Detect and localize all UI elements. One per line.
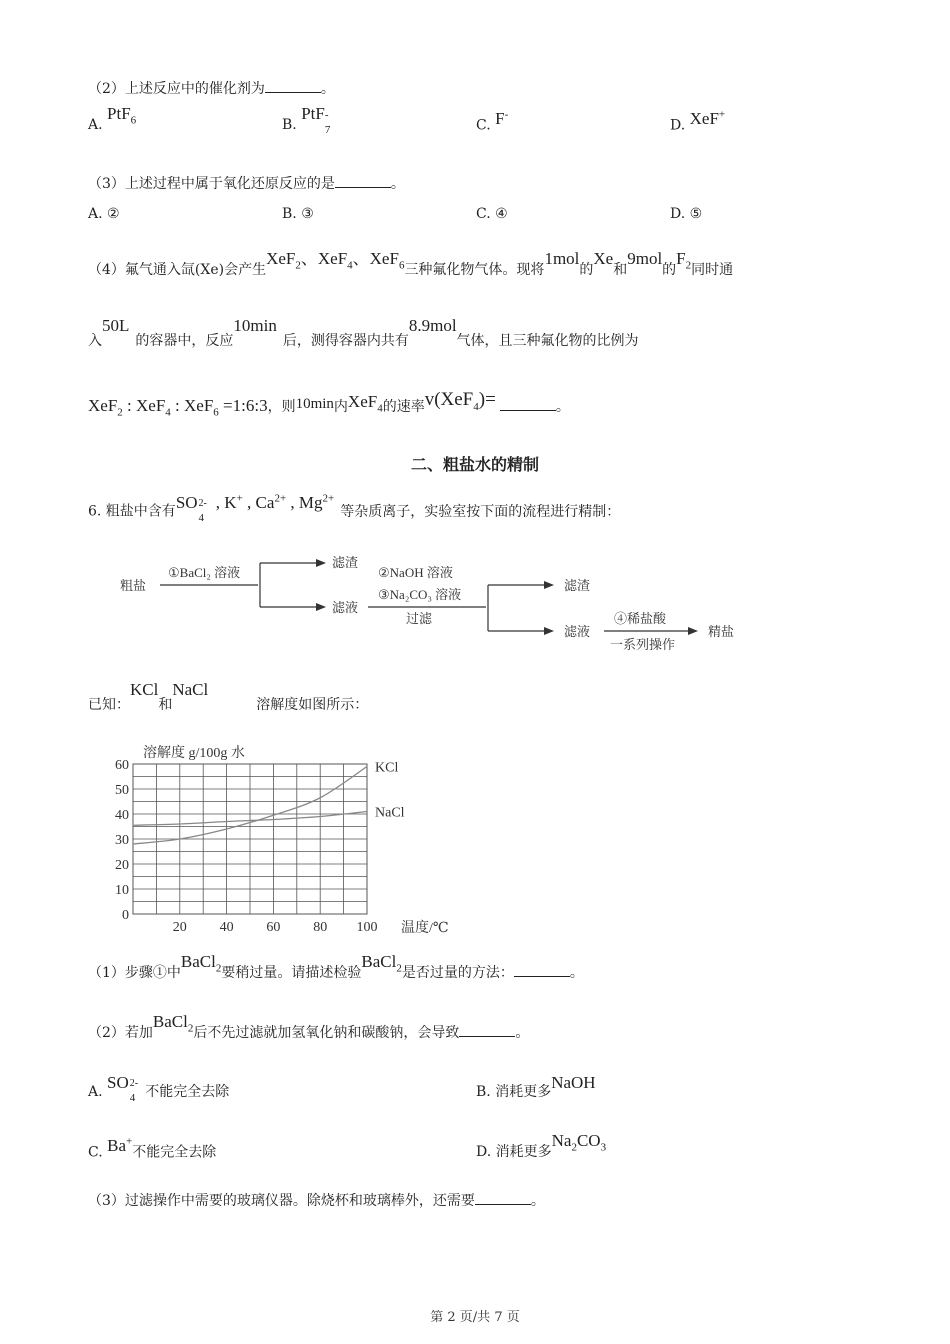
- option-c: [476, 206, 508, 222]
- option-b: [282, 104, 333, 136]
- text: 6. 粗盐中含有: [88, 503, 176, 520]
- formula-sub: 2: [215, 962, 222, 975]
- formula-base: PtF: [107, 104, 131, 123]
- formula: [180, 952, 222, 975]
- text: （3）过滤操作中需要的玻璃仪器。除烧杯和玻璃棒外，还需要: [88, 1193, 475, 1209]
- known-line: [88, 680, 369, 714]
- formula-sup: 2-: [129, 1078, 139, 1089]
- formula-base: XeF: [347, 392, 378, 411]
- text: 已知：: [88, 697, 130, 713]
- formula: [347, 392, 383, 415]
- formula-base: , Mg: [286, 492, 323, 512]
- formula-base: XeF: [266, 249, 296, 268]
- formula-sub: 6: [130, 114, 137, 127]
- option-formula: [107, 1136, 132, 1155]
- end-punct: 。: [390, 176, 405, 192]
- option-text: ⑤: [689, 206, 703, 222]
- formula-sup: +: [718, 108, 726, 120]
- arrow-head: [316, 559, 326, 567]
- text: 同时通: [691, 262, 734, 278]
- answer-blank: [475, 1192, 531, 1205]
- text: （1）步骤①中: [88, 965, 181, 981]
- option-formula: [495, 109, 508, 128]
- text: 要稍过量。请描述检验: [221, 965, 362, 981]
- y-tick-label: 60: [115, 758, 129, 773]
- formula-sub: 6: [398, 259, 405, 272]
- option-letter: A.: [88, 1084, 103, 1100]
- option-c: [476, 108, 509, 135]
- question-5-2-stem: [88, 78, 335, 98]
- text: ，则: [267, 399, 296, 415]
- formula: [676, 249, 692, 272]
- flow-diagram: [110, 545, 760, 655]
- formula-base: PtF: [301, 104, 325, 123]
- option-text: ②: [107, 206, 120, 222]
- chart-ticks: [115, 758, 378, 935]
- flow-product: 精盐: [708, 624, 735, 639]
- option-letter: B.: [282, 117, 297, 133]
- text: 等杂质离子，实验室按下面的流程进行精制：: [340, 503, 621, 520]
- formula-base: BaCl: [152, 1012, 188, 1031]
- option-d: [476, 1131, 607, 1163]
- formula-sup: 2+: [274, 492, 287, 504]
- option-text: 不能完全去除: [132, 1144, 217, 1161]
- x-tick-label: 40: [219, 920, 234, 935]
- arrow-head: [544, 581, 554, 589]
- text: 气体，且三种氟化物的比例为: [456, 333, 639, 349]
- x-tick-label: 20: [172, 920, 187, 935]
- option-letter: B.: [282, 206, 297, 222]
- option-letter: D. 消耗更多: [476, 1144, 552, 1160]
- option-formula: [551, 1131, 607, 1154]
- answer-blank: [335, 175, 391, 188]
- flow-step-2: ②NaOH 溶液: [378, 565, 453, 580]
- option-a: [88, 206, 120, 222]
- formula-sup: 2-: [198, 497, 207, 509]
- formula-sub: 4: [377, 402, 383, 415]
- option-text: ④: [495, 206, 508, 222]
- end-punct: 。: [515, 1025, 530, 1041]
- end-punct: 。: [530, 1193, 545, 1209]
- ion-list: [175, 492, 335, 524]
- formula-base: XeF: [689, 108, 719, 128]
- formula-base: =1:6:3: [218, 396, 268, 415]
- formula-base: Ba: [107, 1135, 127, 1155]
- separator: 、: [352, 249, 370, 268]
- y-tick-label: 30: [115, 833, 129, 848]
- solubility-chart: [105, 738, 475, 938]
- flow-filtrate-1: 滤液: [332, 600, 359, 615]
- y-tick-label: 20: [115, 858, 129, 873]
- formula-base: F: [495, 108, 505, 128]
- flow-step-4: ④稀盐酸: [614, 611, 667, 626]
- formula-sup: +: [236, 492, 243, 504]
- section-title: 二、粗盐水的精制: [410, 455, 539, 474]
- text: 后，测得容器内共有: [282, 333, 409, 349]
- flow-residue-1: 滤渣: [332, 555, 359, 570]
- question-5-4-line-1: [88, 249, 734, 281]
- formula-sub: 6: [213, 406, 219, 419]
- value: 8.9mol: [408, 316, 457, 335]
- value: 50L: [102, 316, 130, 335]
- option-c: [88, 1135, 217, 1162]
- formula: NaCl: [172, 680, 209, 699]
- option-text: 不能完全去除: [140, 1084, 230, 1100]
- formula-base: v: [424, 389, 435, 410]
- formula-base: SO: [175, 492, 198, 512]
- x-tick-label: 60: [266, 920, 281, 935]
- formula-sup: -: [324, 109, 329, 121]
- formula: [266, 249, 405, 272]
- question-5-3-stem: [88, 173, 405, 193]
- value: 1mol: [544, 249, 580, 268]
- formula-sub: 2: [685, 259, 692, 272]
- text: 三种氟化物气体。现将: [404, 262, 545, 278]
- chart-grid: [133, 764, 367, 914]
- text: 的速率: [382, 399, 425, 415]
- chart-title: 溶解度 g/100g 水: [143, 746, 245, 761]
- option-letter: B. 消耗更多: [476, 1084, 552, 1100]
- formula-base: XeF: [369, 249, 399, 268]
- formula-base: XeF: [317, 249, 348, 268]
- formula-base: , Ca: [242, 492, 275, 512]
- formula-sub: 4: [347, 259, 353, 272]
- formula-base: SO: [107, 1073, 129, 1092]
- page-footer: 第 2 页/共 7 页: [430, 1310, 520, 1325]
- series-label-nacl: NaCl: [375, 805, 405, 821]
- option-formula: [107, 1073, 141, 1104]
- option-d: [670, 108, 726, 135]
- option-a: [88, 1073, 230, 1104]
- formula-base: : XeF: [170, 396, 214, 415]
- formula-sub: 2: [295, 259, 301, 272]
- separator: 、: [300, 249, 318, 268]
- formula-sub: 3: [600, 1141, 607, 1154]
- flow-filtrate-2: 滤液: [564, 624, 591, 639]
- flow-start: 粗盐: [120, 578, 147, 593]
- text: 是否过量的方法：: [401, 965, 514, 981]
- formula-sub: 2: [571, 1141, 577, 1154]
- option-b: [476, 1073, 596, 1101]
- formula-base: , K: [211, 492, 237, 512]
- text: 的容器中，反应: [135, 333, 234, 349]
- arrow-head: [316, 603, 326, 611]
- chart-lines: [133, 761, 405, 845]
- text: 内: [333, 399, 348, 415]
- flow-step-1: ①BaCl₂ 溶液: [168, 565, 241, 580]
- formula-base: (XeF: [434, 389, 474, 410]
- option-a: [88, 104, 137, 136]
- arrow-head: [688, 627, 698, 635]
- end-punct: 。: [320, 81, 335, 97]
- stem-text: （2）上述反应中的催化剂为: [88, 81, 265, 97]
- option-formula: [301, 104, 333, 136]
- answer-blank: [500, 398, 556, 411]
- option-letter: C.: [476, 117, 491, 134]
- value: 9mol: [627, 249, 663, 268]
- formula-sub: 7: [324, 124, 331, 136]
- answer-blank: [459, 1024, 515, 1037]
- end-punct: 。: [555, 399, 570, 415]
- question-6-2: [88, 1012, 530, 1044]
- option-d: [670, 206, 702, 222]
- answer-blank: [514, 964, 570, 977]
- text: 后不先过滤就加氢氧化钠和碳酸钠，会导致: [193, 1025, 460, 1041]
- formula-sub: 2: [396, 962, 402, 975]
- end-punct: 。: [569, 965, 584, 981]
- option-letter: D.: [670, 117, 686, 134]
- question-6-1: [88, 952, 584, 984]
- text: （4）氟气通入氙(Xe)会产生: [88, 262, 267, 278]
- formula-sup: -: [504, 108, 509, 120]
- value: 10min: [295, 396, 334, 412]
- formula-sup: +: [126, 1135, 133, 1147]
- question-6-stem: [88, 492, 621, 524]
- formula-sub: 2: [187, 1022, 194, 1035]
- flow-filter: 过滤: [406, 611, 433, 626]
- formula-base: F: [676, 249, 686, 268]
- question-6-3: [88, 1190, 545, 1210]
- value: Xe: [593, 249, 614, 268]
- y-tick-label: 40: [115, 808, 129, 823]
- option-letter: A.: [88, 117, 103, 133]
- formula-sub: 2: [117, 406, 123, 419]
- flow-step-3: ③Na₂CO₃ 溶液: [378, 587, 462, 602]
- text: 的: [662, 262, 677, 278]
- rate-expression: [424, 389, 496, 413]
- formula-base: : XeF: [122, 396, 166, 415]
- x-axis-label: 温度/℃: [401, 921, 449, 936]
- value: 10min: [233, 316, 277, 335]
- formula-sub: 4: [473, 400, 479, 413]
- text: （2）若加: [88, 1025, 153, 1041]
- text: 溶解度如图所示：: [256, 697, 369, 713]
- series-label-kcl: KCl: [375, 760, 399, 776]
- formula: KCl: [130, 680, 159, 699]
- option-formula: NaOH: [551, 1073, 596, 1092]
- y-tick-label: 0: [122, 908, 129, 923]
- option-letter: C.: [88, 1144, 103, 1161]
- formula-base: BaCl: [180, 952, 216, 971]
- x-tick-label: 80: [313, 920, 328, 935]
- text: 和: [613, 262, 628, 278]
- flow-residue-2: 滤渣: [564, 578, 591, 593]
- option-letter: A.: [88, 206, 103, 222]
- x-tick-label: 100: [356, 920, 378, 935]
- formula: [152, 1012, 194, 1035]
- text: 入: [88, 333, 102, 349]
- option-formula: [107, 104, 137, 127]
- stem-text: （3）上述过程中属于氧化还原反应的是: [88, 176, 335, 192]
- formula-base: XeF: [88, 396, 118, 415]
- option-letter: C.: [476, 206, 491, 222]
- y-tick-label: 50: [115, 783, 129, 798]
- formula-sub: 4: [165, 406, 171, 419]
- formula-base: )=: [478, 389, 496, 410]
- formula-sub: 4: [129, 1092, 136, 1104]
- flow-operations: 一系列操作: [610, 637, 676, 652]
- option-formula: [690, 109, 726, 128]
- arrow-head: [544, 627, 554, 635]
- formula: [361, 952, 402, 975]
- option-text: ③: [301, 206, 314, 222]
- answer-blank: [265, 80, 321, 93]
- formula-base: CO: [576, 1131, 601, 1150]
- text: 和: [158, 697, 173, 713]
- y-tick-label: 10: [115, 883, 129, 898]
- formula-base: Na: [551, 1131, 572, 1150]
- formula-sup: 2+: [322, 492, 335, 504]
- question-5-4-line-3: [88, 389, 570, 419]
- text: 的: [579, 262, 594, 278]
- ratio-formula: [88, 396, 268, 419]
- option-b: [282, 206, 314, 222]
- formula-base: BaCl: [361, 952, 397, 971]
- formula-sub: 4: [198, 511, 205, 524]
- option-letter: D.: [670, 206, 686, 222]
- question-5-4-line-2: [88, 316, 639, 350]
